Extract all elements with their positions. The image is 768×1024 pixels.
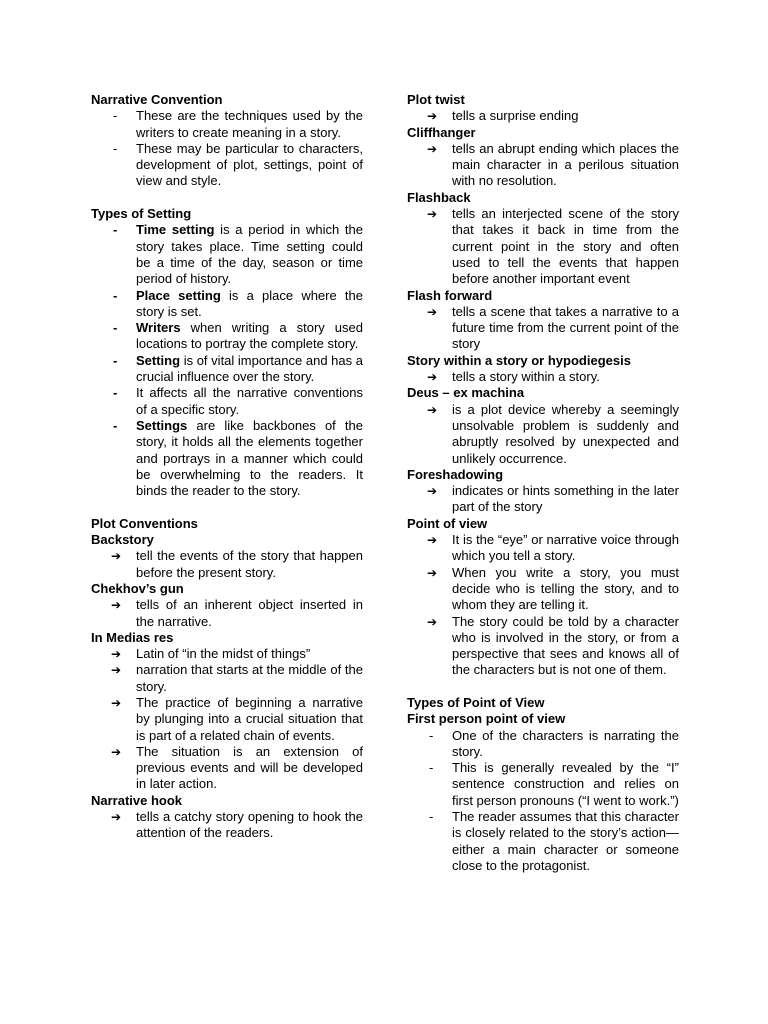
arrow-icon: ➔ bbox=[427, 304, 438, 319]
list-item: ➔ tells an abrupt ending which places the main character in a perilous situation with no resolution. bbox=[427, 140, 679, 189]
list-item: ➔ tells a story within a story. bbox=[427, 369, 600, 385]
dash-marker: - bbox=[429, 727, 434, 743]
arrow-icon: ➔ bbox=[111, 598, 122, 613]
list-item: - Setting is of vital importance and has a crucial influence over the story. bbox=[113, 352, 363, 385]
list-item: - The reader assumes that this character is closely related to the story’s action—either a main character or someone close to the protagonist. bbox=[429, 809, 679, 873]
list-item: ➔ narration that starts at the middle of the story. bbox=[111, 662, 363, 694]
arrow-icon: ➔ bbox=[427, 370, 438, 385]
list-item: ➔ tells a catchy story opening to hook the attention of the readers. bbox=[111, 809, 363, 841]
dash-marker: - bbox=[113, 385, 118, 401]
list-item: ➔ tells an interjected scene of the story that takes it back in time from the current point in the story and often used to tell the events that happen before another important event bbox=[427, 206, 679, 287]
subheading-flashback: Flashback bbox=[407, 189, 471, 205]
list-item: ➔ tells of an inherent object inserted in the narrative. bbox=[111, 597, 363, 629]
arrow-icon: ➔ bbox=[427, 109, 438, 124]
section-heading-plot-conventions: Plot Conventions bbox=[91, 515, 198, 531]
arrow-icon: ➔ bbox=[111, 810, 122, 825]
dash-marker: - bbox=[113, 140, 118, 156]
arrow-icon: ➔ bbox=[427, 484, 438, 499]
dash-marker: - bbox=[113, 222, 118, 238]
subheading-narrative-hook: Narrative hook bbox=[91, 792, 183, 808]
list-item: - One of the characters is narrating the story. bbox=[429, 727, 679, 759]
list-item: ➔ It is the “eye” or narrative voice through which you tell a story. bbox=[427, 532, 679, 564]
flashback-list bbox=[407, 206, 679, 287]
list-item: - These may be particular to characters, development of plot, settings, point of view and style. bbox=[113, 140, 363, 189]
list-item: ➔ tells a scene that takes a narrative to a future time from the current point of the story bbox=[427, 303, 679, 352]
narrative-hook-list bbox=[91, 809, 363, 842]
subheading-in-medias-res: In Medias res bbox=[91, 629, 174, 645]
list-item: - These are the techniques used by the writers to create meaning in a story. bbox=[113, 108, 363, 140]
list-item: ➔ The story could be told by a character who is involved in the story, or from a perspective that sees and knows all of the characters but is not one of them. bbox=[427, 613, 679, 678]
list-item: ➔ tells a surprise ending bbox=[427, 108, 579, 124]
section-heading-types-of-setting: Types of Setting bbox=[91, 206, 192, 222]
dash-marker: - bbox=[113, 320, 118, 336]
deus-ex-machina-list bbox=[407, 402, 679, 467]
arrow-icon: ➔ bbox=[111, 647, 122, 662]
list-item: - Place setting is a place where the story is set. bbox=[113, 287, 363, 319]
arrow-icon: ➔ bbox=[111, 663, 122, 678]
flash-forward-list bbox=[407, 304, 679, 353]
list-item: - Time setting is a period in which the story takes place. Time setting could be a time of the day, season or time period of history. bbox=[113, 222, 363, 287]
left-column bbox=[91, 92, 363, 842]
dash-marker: - bbox=[113, 287, 118, 303]
list-item: ➔ indicates or hints something in the later part of the story bbox=[427, 483, 679, 515]
subheading-first-person: First person point of view bbox=[407, 711, 566, 727]
list-item: - Writers when writing a story used locations to portray the complete story. bbox=[113, 320, 363, 352]
subheading-plot-twist: Plot twist bbox=[407, 92, 465, 107]
arrow-icon: ➔ bbox=[111, 549, 122, 564]
section-heading-narrative-convention: Narrative Convention bbox=[91, 92, 223, 107]
subheading-backstory: Backstory bbox=[91, 532, 154, 548]
subheading-cliffhanger: Cliffhanger bbox=[407, 124, 476, 140]
types-of-setting-list bbox=[91, 222, 363, 499]
subheading-flash-forward: Flash forward bbox=[407, 287, 493, 303]
point-of-view-list bbox=[407, 532, 679, 679]
subheading-foreshadowing: Foreshadowing bbox=[407, 466, 504, 482]
subheading-deus-ex-machina: Deus – ex machina bbox=[407, 385, 525, 401]
arrow-icon: ➔ bbox=[427, 402, 438, 417]
dash-marker: - bbox=[429, 809, 434, 825]
list-item: ➔ tell the events of the story that happen before the present story. bbox=[111, 548, 363, 580]
backstory-list bbox=[91, 548, 363, 581]
first-person-list bbox=[407, 728, 679, 875]
cliffhanger-list bbox=[407, 141, 679, 190]
dash-marker: - bbox=[113, 417, 118, 433]
list-item: ➔ is a plot device whereby a seemingly unsolvable problem is suddenly and abruptly resolved by unexpected and unlikely occurrence. bbox=[427, 401, 679, 466]
chekhovs-gun-list bbox=[91, 597, 363, 630]
arrow-icon: ➔ bbox=[427, 565, 438, 580]
list-item: - Settings are like backbones of the story, it holds all the elements together and portrays in a manner which could be overwhelming to the readers. It binds the reader to the story. bbox=[113, 417, 363, 499]
subheading-chekhovs-gun: Chekhov’s gun bbox=[91, 580, 184, 596]
list-item: - It affects all the narrative conventions of a specific story. bbox=[113, 385, 363, 417]
arrow-icon: ➔ bbox=[111, 695, 122, 710]
list-item: ➔ When you write a story, you must decide who is telling the story, and to whom they are telling it. bbox=[427, 564, 679, 613]
list-item: ➔ The practice of beginning a narrative by plunging into a crucial situation that is part of a related chain of events. bbox=[111, 694, 363, 743]
arrow-icon: ➔ bbox=[427, 614, 438, 629]
subheading-story-within-a-story: Story within a story or hypodiegesis bbox=[407, 352, 631, 368]
right-column bbox=[407, 92, 679, 874]
in-medias-res-list bbox=[91, 646, 363, 793]
arrow-icon: ➔ bbox=[427, 533, 438, 548]
dash-marker: - bbox=[113, 108, 118, 124]
section-heading-types-of-point-of-view: Types of Point of View bbox=[407, 694, 545, 710]
narrative-convention-list bbox=[91, 108, 363, 189]
list-item: ➔ The situation is an extension of previous events and will be developed in later action. bbox=[111, 743, 363, 792]
subheading-point-of-view: Point of view bbox=[407, 515, 488, 531]
list-item: ➔ Latin of “in the midst of things” bbox=[111, 646, 311, 662]
list-item: - This is generally revealed by the “I” sentence construction and relies on first person pronouns (“I went to work.”) bbox=[429, 760, 679, 808]
story-within-list bbox=[407, 369, 679, 385]
foreshadowing-list bbox=[407, 483, 679, 516]
dash-marker: - bbox=[113, 352, 118, 368]
plot-twist-list bbox=[407, 108, 679, 124]
arrow-icon: ➔ bbox=[427, 207, 438, 222]
arrow-icon: ➔ bbox=[427, 141, 438, 156]
arrow-icon: ➔ bbox=[111, 744, 122, 759]
dash-marker: - bbox=[429, 760, 434, 776]
